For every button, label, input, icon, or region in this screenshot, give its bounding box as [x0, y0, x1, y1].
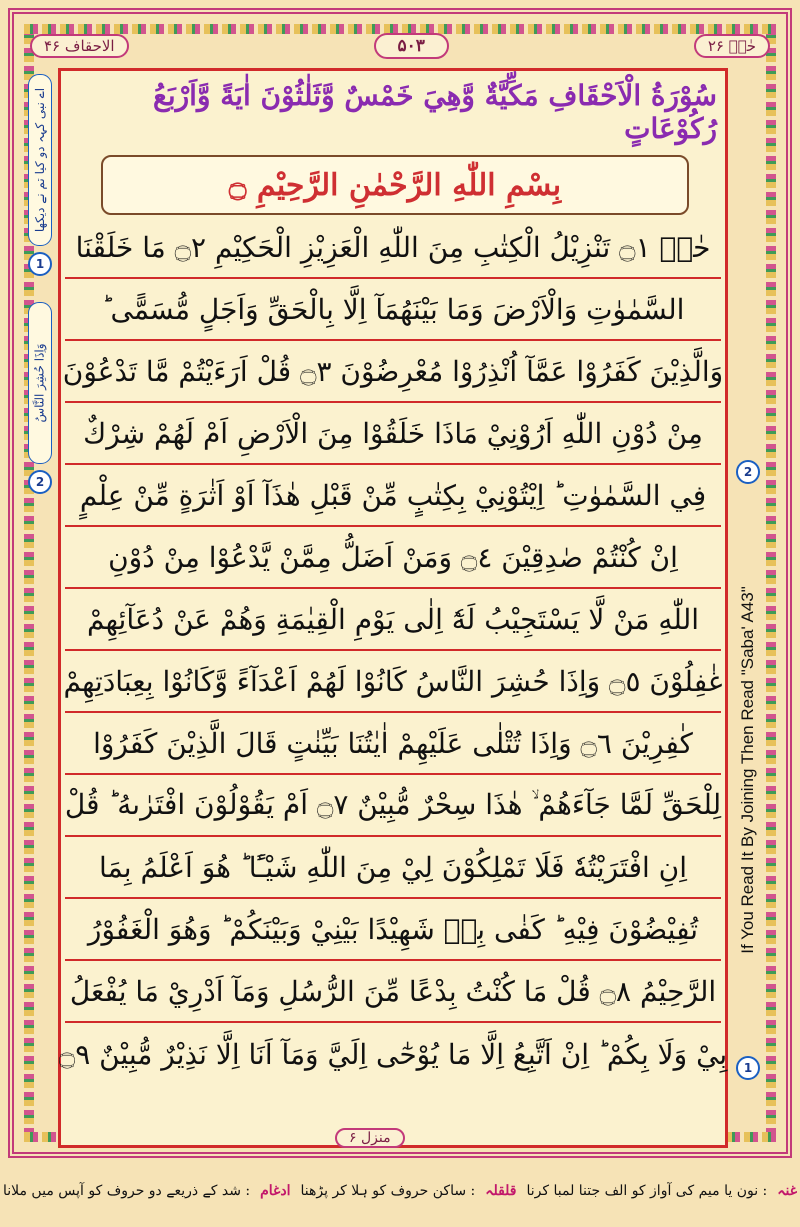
margin-number-badge: 2: [28, 470, 52, 494]
manzil-label: منزل ۶: [335, 1128, 405, 1148]
legend-term-idgham: ادغام: [260, 1183, 291, 1199]
left-margin-notes: [26, 74, 54, 1144]
margin-number-badge: 1: [28, 252, 52, 276]
legend-desc-ghunna: : نون یا میم کی آواز کو الف جتنا لمبا کرنا: [526, 1183, 768, 1199]
reading-tip: If You Read It By Joining Then Read "Saba' A43": [738, 586, 758, 954]
ayah-line: كٰفِرِيْنَ ۝٦ وَاِذَا تُتْلٰى عَلَيْهِمْ اٰيٰتُنَا بَيِّنٰتٍ قَالَ الَّذِيْنَ كَفَرُوْا: [65, 713, 721, 775]
surah-label: الاحقاف ۴۶: [30, 34, 129, 58]
main-text-frame: [58, 68, 728, 1148]
margin-number-badge: 2: [736, 460, 760, 484]
ayah-line: فِي السَّمٰوٰتِ ؕ اِيْتُوْنِيْ بِكِتٰبٍ مِّنْ قَبْلِ هٰذَآ اَوْ اَثٰرَةٍ مِّنْ عِلْمٍ: [65, 465, 721, 527]
legend-term-qalqala: قلقلہ: [485, 1183, 517, 1199]
ayah-line: غٰفِلُوْنَ ۝٥ وَاِذَا حُشِرَ النَّاسُ كَانُوْا لَهُمْ اَعْدَآءً وَّكَانُوْا بِعِبَادَتِهِمْ: [65, 651, 721, 713]
page-number: ۵۰۳: [374, 33, 449, 59]
ayah-line: بِيْ وَلَا بِكُمْ ؕ اِنْ اَتَّبِعُ اِلَّا مَا يُوْحٰٓى اِلَيَّ وَمَآ اَنَا اِلَّا نَذِيْرٌ مُّبِيْنٌ ۝٩: [58, 1037, 728, 1071]
ayah-line: مِنْ دُوْنِ اللّٰهِ اَرُوْنِيْ مَاذَا خَلَقُوْا مِنَ الْاَرْضِ اَمْ لَهُمْ شِرْكٌ: [65, 403, 721, 465]
margin-note: اے نبی کہہ دو کیا تم نے دیکھا: [28, 74, 52, 246]
margin-number-badge: 1: [736, 1056, 760, 1080]
bismillah: بِسْمِ اللّٰهِ الرَّحْمٰنِ الرَّحِيْمِ ۝: [101, 155, 689, 215]
ayah-line: حٰمۤ ۝١ تَنْزِيْلُ الْكِتٰبِ مِنَ اللّٰهِ الْعَزِيْزِ الْحَكِيْمِ ۝٢ مَا خَلَقْنَا: [65, 217, 721, 279]
legend-desc-qalqala: : ساکن حروف کو ہلا کر پڑھنا: [300, 1183, 476, 1199]
juz-label: حٰمۤ ۲۶: [694, 34, 770, 58]
ayah-line: الرَّحِيْمُ ۝٨ قُلْ مَا كُنْتُ بِدْعًا مِّنَ الرُّسُلِ وَمَآ اَدْرِيْ مَا يُفْعَلُ: [65, 961, 721, 1023]
ayah-line: تُفِيْضُوْنَ فِيْهِ ؕ كَفٰى بِهٖ شَهِيْدًا بَيْنِيْ وَبَيْنَكُمْ ؕ وَهُوَ الْغَفُوْرُ: [65, 899, 721, 961]
tajweed-legend: [0, 1166, 800, 1216]
ayah-line: السَّمٰوٰتِ وَالْاَرْضَ وَمَا بَيْنَهُمَآ اِلَّا بِالْحَقِّ وَاَجَلٍ مُّسَمًّى ؕ: [65, 279, 721, 341]
legend-term-ghunna: غنہ: [777, 1183, 798, 1199]
ayah-line: لِلْحَقِّ لَمَّا جَآءَهُمْ ۙ هٰذَا سِحْرٌ مُّبِيْنٌ ۝٧ اَمْ يَقُوْلُوْنَ افْتَرٰىهُ ؕ قُلْ: [65, 775, 721, 837]
right-margin-notes: [734, 74, 762, 1144]
surah-title-banner: سُوْرَةُ الْاَحْقَافِ مَكِّيَّةٌ وَّهِيَ خَمْسٌ وَّثَلٰثُوْنَ اٰيَةً وَّاَرْبَعُ رُكُوْعَاتٍ: [152, 79, 717, 145]
ayah-line: وَالَّذِيْنَ كَفَرُوْا عَمَّآ اُنْذِرُوْا مُعْرِضُوْنَ ۝٣ قُلْ اَرَءَيْتُمْ مَّا تَدْعُوْنَ: [65, 341, 721, 403]
ayah-line: اِنْ كُنْتُمْ صٰدِقِيْنَ ۝٤ وَمَنْ اَضَلُّ مِمَّنْ يَّدْعُوْا مِنْ دُوْنِ: [65, 527, 721, 589]
ayah-line: اللّٰهِ مَنْ لَّا يَسْتَجِيْبُ لَهٗٓ اِلٰى يَوْمِ الْقِيٰمَةِ وَهُمْ عَنْ دُعَآئِهِمْ: [65, 589, 721, 651]
page-header: [30, 30, 770, 62]
margin-note: وَاِذَا حُشِرَ النَّاسُ: [28, 302, 52, 464]
ayah-line: اِنِ افْتَرَيْتُهٗ فَلَا تَمْلِكُوْنَ لِيْ مِنَ اللّٰهِ شَيْـًٔا ؕ هُوَ اَعْلَمُ بِمَا: [65, 837, 721, 899]
ayah-lines: [58, 217, 728, 1085]
legend-desc-idgham: : شد کے ذریعے دو حروف کو آپس میں ملانا: [2, 1183, 251, 1199]
